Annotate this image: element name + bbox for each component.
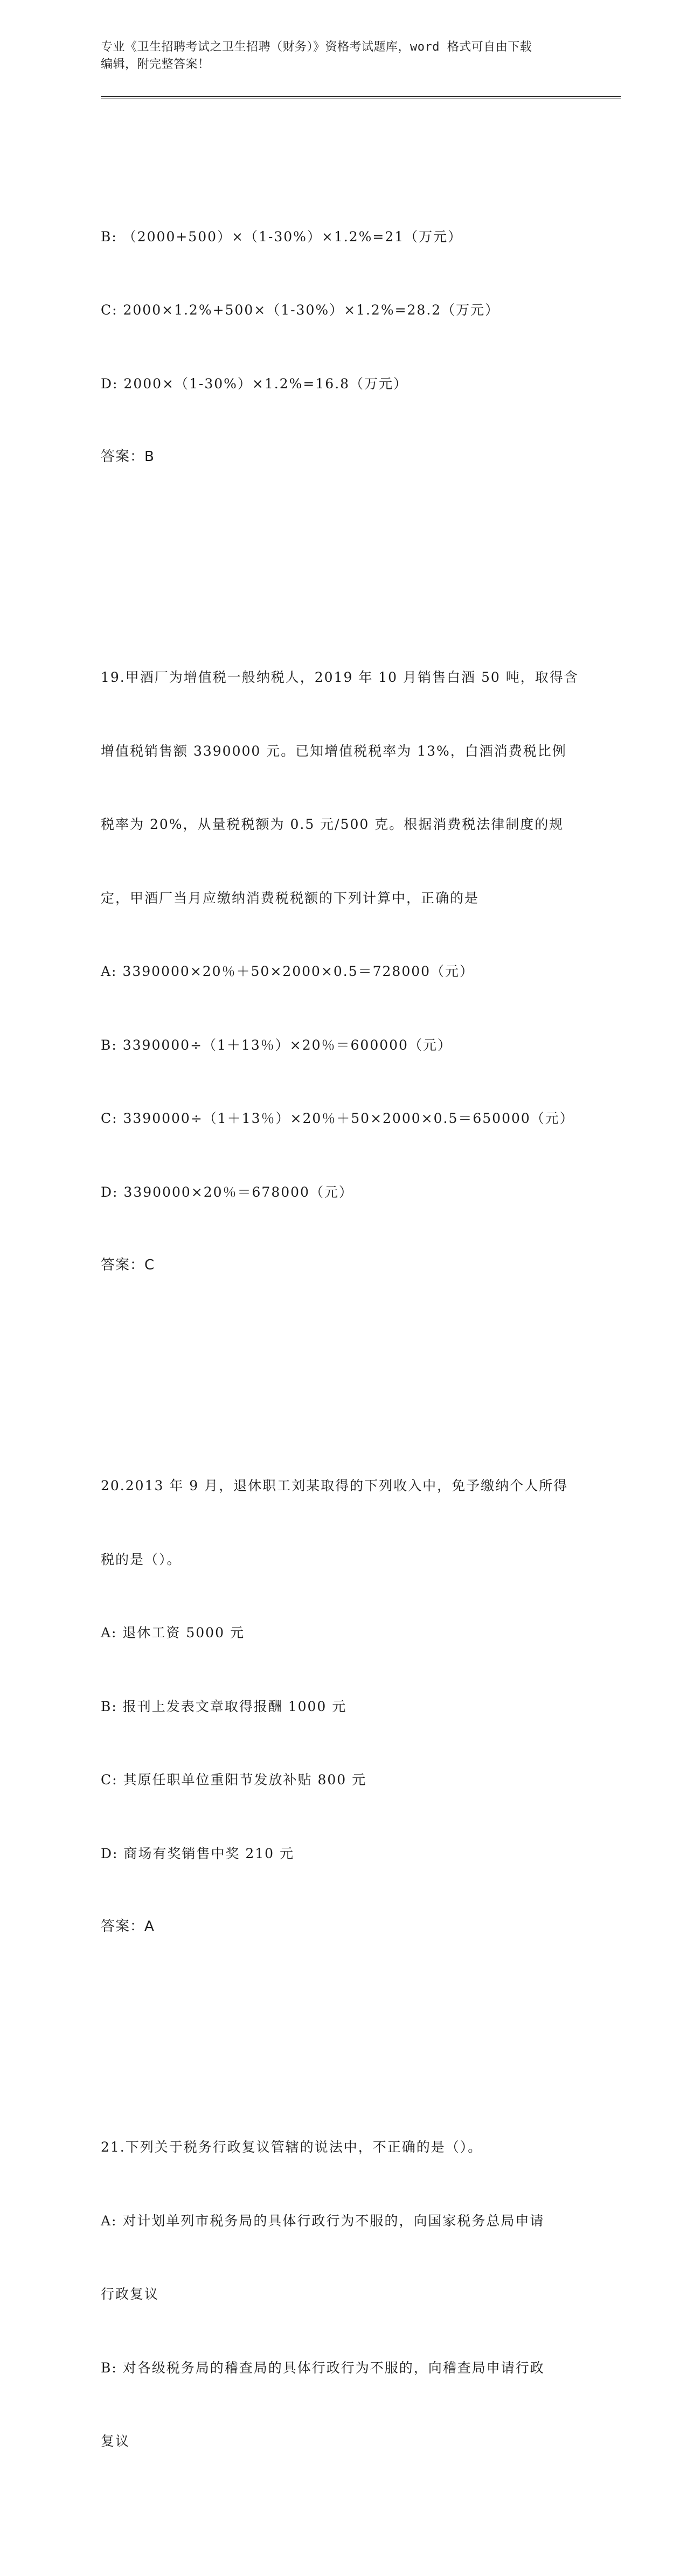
- q18-option-b: B: （2000+500）×（1-30%）×1.2%=21（万元）: [101, 228, 463, 245]
- q21-option-a-line: A: 对计划单列市税务局的具体行政行为不服的，向国家税务总局申请: [101, 2212, 545, 2229]
- q19-option-d: D: 3390000×20％＝678000（元）: [101, 1184, 353, 1200]
- q19-option-a: A: 3390000×20％＋50×2000×0.5＝728000（元）: [101, 964, 475, 979]
- q20-option-a: A: 退休工资 5000 元: [101, 1625, 245, 1640]
- question-18-tail: [101, 176, 580, 543]
- question-19: [101, 616, 580, 1351]
- header-line-2: 编辑，附完整答案！: [101, 58, 210, 71]
- q19-stem-line: 定，甲酒厂当月应缴纳消费税税额的下列计算中，正确的是: [101, 890, 480, 906]
- header-line-1: 专业《卫生招聘考试之卫生招聘（财务）》资格考试题库，word 格式可自由下载: [101, 40, 532, 54]
- q20-stem-line: 税的是（）。: [101, 1551, 182, 1567]
- question-20: [101, 1425, 580, 2013]
- question-content: [101, 102, 580, 2576]
- q18-option-d: D: 2000×（1-30%）×1.2%=16.8（万元）: [101, 375, 408, 392]
- question-21: [101, 2086, 580, 2503]
- header-divider-thick: [101, 96, 621, 97]
- q21-option-b-line: 复议: [101, 2433, 130, 2449]
- q20-stem-line: 20.2013 年 9 月，退休职工刘某取得的下列收入中，免予缴纳个人所得: [101, 1478, 568, 1493]
- q21-option-a-line: 行政复议: [101, 2286, 159, 2302]
- page-header: [101, 39, 580, 73]
- q20-answer: 答案：A: [101, 1918, 155, 1935]
- q19-stem-line: 增值税销售额 3390000 元。已知增值税税率为 13%，白酒消费税比例: [101, 743, 567, 759]
- q19-stem-line: 19.甲酒厂为增值税一般纳税人，2019 年 10 月销售白酒 50 吨，取得含: [101, 669, 579, 685]
- q20-option-b: B: 报刊上发表文章取得报酬 1000 元: [101, 1698, 347, 1714]
- q19-option-b: B: 3390000÷（1＋13％）×20％＝600000（元）: [101, 1037, 452, 1053]
- q18-answer: 答案：B: [101, 449, 155, 465]
- q19-stem-line: 税率为 20%，从量税税额为 0.5 元/500 克。根据消费税法律制度的规: [101, 816, 564, 832]
- q19-answer: 答案：C: [101, 1257, 155, 1273]
- q18-option-c: C: 2000×1.2%+500×（1-30%）×1.2%=28.2（万元）: [101, 302, 500, 318]
- q21-option-b-line: B: 对各级税务局的稽查局的具体行政行为不服的，向稽查局申请行政: [101, 2359, 545, 2376]
- q19-option-c: C: 3390000÷（1＋13％）×20％＋50×2000×0.5＝650000（元）: [101, 1111, 574, 1126]
- q20-option-c: C: 其原任职单位重阳节发放补贴 800 元: [101, 1772, 367, 1788]
- q21-stem-line: 21.下列关于税务行政复议管辖的说法中，不正确的是（）。: [101, 2139, 483, 2155]
- q20-option-d: D: 商场有奖销售中奖 210 元: [101, 1845, 295, 1861]
